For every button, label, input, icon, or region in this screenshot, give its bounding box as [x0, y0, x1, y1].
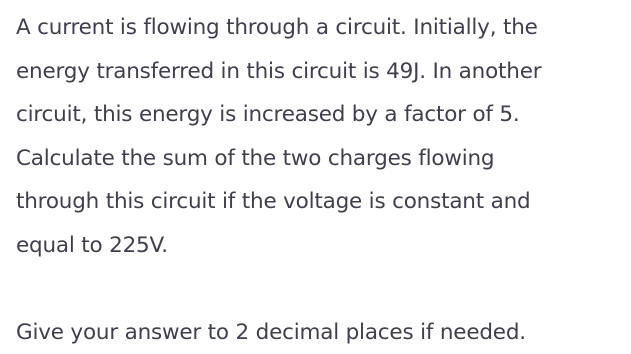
- question-line: A current is flowing through a circuit. Initially, the: [16, 6, 626, 50]
- question-line: circuit, this energy is increased by a factor of 5.: [16, 93, 626, 137]
- question-line: energy transferred in this circuit is 49J. In another: [16, 50, 626, 94]
- question-text: [16, 6, 626, 354]
- question-line: equal to 225V.: [16, 224, 626, 268]
- question-line: through this circuit if the voltage is constant and: [16, 180, 626, 224]
- question-line: Calculate the sum of the two charges flowing: [16, 137, 626, 181]
- answer-instruction: Give your answer to 2 decimal places if needed.: [16, 311, 626, 354]
- paragraph-spacer: [16, 267, 626, 311]
